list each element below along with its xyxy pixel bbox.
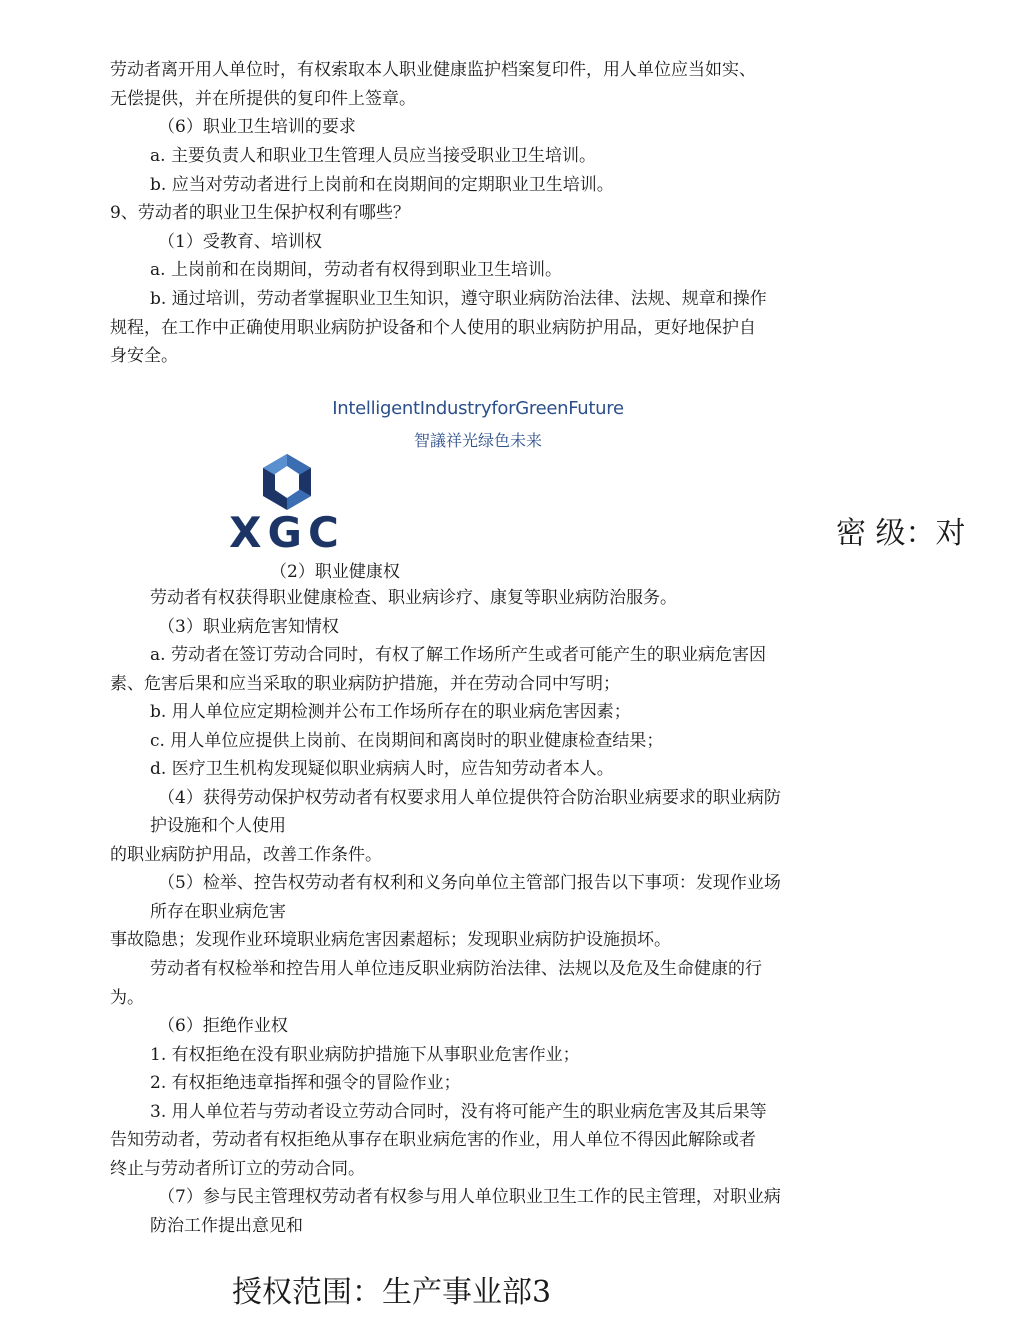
body-text-line: 身安全。 [110,346,178,366]
body-text-line: 劳动者有权检举和控告用人单位违反职业病防治法律、法规以及危及生命健康的行 [150,959,762,979]
company-slogan-en: IntelligentIndustryforGreenFuture [332,398,624,419]
section-heading: （7）参与民主管理权劳动者有权参与用人单位职业卫生工作的民主管理，对职业病 [158,1187,781,1207]
list-item: a. 上岗前和在岗期间，劳动者有权得到职业卫生培训。 [150,260,562,280]
body-text-line: 护设施和个人使用 [150,816,286,836]
list-item: b. 通过培训，劳动者掌握职业卫生知识，遵守职业病防治法律、法规、规章和操作 [150,289,767,309]
body-text-line: 劳动者有权获得职业健康检查、职业病诊疗、康复等职业病防治服务。 [150,588,677,608]
question-heading: 9、劳动者的职业卫生保护权利有哪些？ [110,203,410,223]
body-text-line: 事故隐患；发现作业环境职业病危害因素超标；发现职业病防护设施损坏。 [110,930,671,950]
body-text-line: 所存在职业病危害 [150,902,286,922]
body-text-line: 告知劳动者，劳动者有权拒绝从事存在职业病危害的作业，用人单位不得因此解除或者 [110,1130,756,1150]
list-item: 2. 有权拒绝违章指挥和强令的冒险作业； [150,1073,461,1093]
section-heading: （6）拒绝作业权 [158,1016,288,1036]
body-text-line: 规程，在工作中正确使用职业病防护设备和个人使用的职业病防护用品，更好地保护自 [110,318,756,338]
authorization-scope: 授权范围：生产事业部3 [232,1275,552,1310]
list-item: b. 用人单位应定期检测并公布工作场所存在的职业病危害因素； [150,702,631,722]
section-heading: （1）受教育、培训权 [158,232,322,252]
logo-text: XGC [229,508,345,557]
list-item: d. 医疗卫生机构发现疑似职业病病人时，应告知劳动者本人。 [150,759,614,779]
body-text-line: 的职业病防护用品，改善工作条件。 [110,845,382,865]
secret-level: 密 级：对 [836,516,966,551]
section-heading: （4）获得劳动保护权劳动者有权要求用人单位提供符合防治职业病要求的职业病防 [158,788,781,808]
body-text-line: 为。 [110,988,144,1008]
hexagon-icon [263,454,311,510]
company-slogan-cn: 智議祥光绿色未来 [413,431,542,450]
list-item: a. 劳动者在签订劳动合同时，有权了解工作场所产生或者可能产生的职业病危害因 [150,645,766,665]
list-item: 3. 用人单位若与劳动者设立劳动合同时，没有将可能产生的职业病危害及其后果等 [150,1102,767,1122]
body-text-line: 终止与劳动者所订立的劳动合同。 [110,1159,365,1179]
company-logo [222,452,352,557]
section-heading: （2）职业健康权 [270,562,400,582]
body-text-line: 防治工作提出意见和 [150,1216,303,1236]
section-heading: （6）职业卫生培训的要求 [158,117,356,137]
list-item: b. 应当对劳动者进行上岗前和在岗期间的定期职业卫生培训。 [150,175,614,195]
list-item: c. 用人单位应提供上岗前、在岗期间和离岗时的职业健康检查结果； [150,731,664,751]
list-item: a. 主要负责人和职业卫生管理人员应当接受职业卫生培训。 [150,146,596,166]
list-item: 1. 有权拒绝在没有职业病防护措施下从事职业危害作业； [150,1045,580,1065]
body-text-line: 劳动者离开用人单位时，有权索取本人职业健康监护档案复印件，用人单位应当如实、 [110,60,756,80]
section-heading: （5）检举、控告权劳动者有权利和义务向单位主管部门报告以下事项：发现作业场 [158,873,781,893]
body-text-line: 无偿提供，并在所提供的复印件上签章。 [110,89,416,109]
section-heading: （3）职业病危害知情权 [158,617,339,637]
body-text-line: 素、危害后果和应当采取的职业病防护措施，并在劳动合同中写明； [110,674,620,694]
